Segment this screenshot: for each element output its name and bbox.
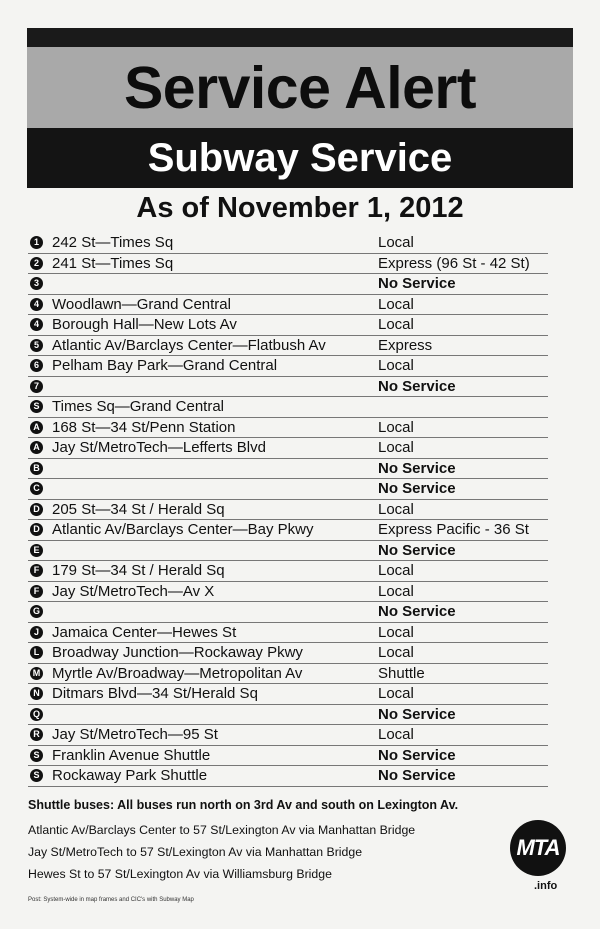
service-row (28, 520, 548, 541)
route-text: Franklin Avenue Shuttle (52, 746, 211, 764)
line-bullet-icon: N (30, 687, 43, 700)
line-bullet-icon: S (30, 400, 43, 413)
service-row (28, 643, 548, 664)
service-row (28, 397, 548, 418)
line-bullet-icon: S (30, 769, 43, 782)
line-bullet-icon: A (30, 421, 43, 434)
route-text: Rockaway Park Shuttle (52, 767, 208, 784)
service-row (28, 274, 548, 295)
line-bullet-icon: F (30, 585, 43, 598)
service-row (28, 438, 548, 459)
route-text: Borough Hall—New Lots Av (52, 316, 237, 333)
line-bullet-icon: L (30, 646, 43, 659)
service-status: Local (378, 582, 414, 600)
line-bullet-icon: 4 (30, 318, 43, 331)
service-status: Local (378, 418, 414, 436)
mta-logo (510, 820, 566, 876)
service-status: Local (378, 623, 414, 641)
line-bullet-icon: 1 (30, 236, 43, 249)
service-row (28, 356, 548, 377)
mta-logo-text: MTA (516, 835, 560, 860)
service-row (28, 582, 548, 603)
service-row (28, 233, 548, 254)
route-text: Myrtle Av/Broadway—Metropolitan Av (52, 664, 303, 682)
page-title: Service Alert (123, 54, 477, 121)
service-status: No Service (378, 480, 456, 497)
service-row (28, 459, 548, 480)
service-row (28, 336, 548, 357)
service-status: Local (378, 726, 414, 743)
service-status: Local (378, 316, 414, 333)
route-text: Broadway Junction—Rockaway Pkwy (52, 644, 303, 661)
service-status: No Service (378, 377, 456, 395)
service-row (28, 705, 548, 726)
route-text: Jamaica Center—Hewes St (52, 623, 237, 641)
route-text: Jay St/MetroTech—95 St (52, 726, 218, 743)
line-bullet-icon: S (30, 749, 43, 762)
service-row (28, 295, 548, 316)
route-text: 241 St—Times Sq (52, 254, 174, 272)
service-status: Local (378, 439, 414, 456)
line-bullet-icon: E (30, 544, 43, 557)
service-status: No Service (378, 459, 456, 477)
shuttle-route: Hewes St to 57 St/Lexington Av via Williamsburg Bridge (28, 867, 332, 881)
service-status: Express (96 St - 42 St) (378, 254, 530, 272)
service-status: No Service (378, 541, 456, 559)
service-status: Express (378, 336, 433, 354)
service-row (28, 418, 548, 439)
service-status: No Service (378, 767, 456, 784)
service-row (28, 602, 548, 623)
service-row (28, 766, 548, 787)
service-table (28, 233, 548, 787)
route-text: Woodlawn—Grand Central (52, 295, 231, 313)
service-row (28, 725, 548, 746)
line-bullet-icon: G (30, 605, 43, 618)
line-bullet-icon: J (30, 626, 43, 639)
route-text: 168 St—34 St/Penn Station (52, 418, 236, 436)
service-status: No Service (378, 603, 456, 620)
page-subtitle: Subway Service (147, 135, 453, 180)
service-status: Local (378, 685, 414, 702)
route-text: Times Sq—Grand Central (52, 398, 225, 415)
line-bullet-icon: 7 (30, 380, 43, 393)
service-status: Local (378, 357, 414, 374)
route-text: Atlantic Av/Barclays Center—Bay Pkwy (52, 521, 314, 538)
route-text: 179 St—34 St / Herald Sq (52, 562, 225, 579)
service-status: Local (378, 644, 414, 661)
service-status: No Service (378, 746, 456, 764)
service-status: Local (378, 295, 414, 313)
line-bullet-icon: 6 (30, 359, 43, 372)
route-text: 205 St—34 St / Herald Sq (52, 500, 225, 518)
line-bullet-icon: 2 (30, 257, 43, 270)
line-bullet-icon: F (30, 564, 43, 577)
line-bullet-icon: 3 (30, 277, 43, 290)
footer-note: Post: System-wide in map frames and CIC's with Subway Map (28, 897, 194, 903)
service-row (28, 500, 548, 521)
service-row (28, 541, 548, 562)
service-status: Express Pacific - 36 St (378, 521, 529, 538)
service-row (28, 664, 548, 685)
line-bullet-icon: D (30, 523, 43, 536)
line-bullet-icon: M (30, 667, 43, 680)
subtitle-banner (27, 128, 573, 188)
route-text: Ditmars Blvd—34 St/Herald Sq (52, 685, 258, 702)
service-status: Local (378, 562, 414, 579)
shuttle-route: Atlantic Av/Barclays Center to 57 St/Lexington Av via Manhattan Bridge (28, 823, 416, 837)
line-bullet-icon: A (30, 441, 43, 454)
service-status: No Service (378, 705, 456, 723)
service-status: Shuttle (378, 664, 425, 682)
route-text: Atlantic Av/Barclays Center—Flatbush Av (52, 336, 326, 354)
service-status: Local (378, 500, 414, 518)
mta-info-text: .info (534, 880, 558, 892)
shuttle-route: Jay St/MetroTech to 57 St/Lexington Av via Manhattan Bridge (28, 845, 363, 859)
route-text: Jay St/MetroTech—Lefferts Blvd (52, 439, 266, 456)
route-text: 242 St—Times Sq (52, 234, 174, 251)
line-bullet-icon: R (30, 728, 43, 741)
top-black-bar (27, 28, 573, 47)
service-row (28, 561, 548, 582)
line-bullet-icon: B (30, 462, 43, 475)
service-row (28, 254, 548, 275)
service-status: Local (378, 234, 414, 251)
route-text: Pelham Bay Park—Grand Central (52, 357, 278, 374)
service-row (28, 479, 548, 500)
line-bullet-icon: 5 (30, 339, 43, 352)
service-row (28, 746, 548, 767)
line-bullet-icon: C (30, 482, 43, 495)
service-row (28, 315, 548, 336)
service-row (28, 377, 548, 398)
service-row (28, 684, 548, 705)
route-text: Jay St/MetroTech—Av X (52, 582, 215, 600)
date-heading: As of November 1, 2012 (136, 192, 464, 224)
shuttle-heading: Shuttle buses: All buses run north on 3rd Av and south on Lexington Av. (28, 798, 459, 812)
service-row (28, 623, 548, 644)
line-bullet-icon: 4 (30, 298, 43, 311)
title-banner (27, 47, 573, 128)
line-bullet-icon: Q (30, 708, 43, 721)
service-status: No Service (378, 275, 456, 292)
line-bullet-icon: D (30, 503, 43, 516)
